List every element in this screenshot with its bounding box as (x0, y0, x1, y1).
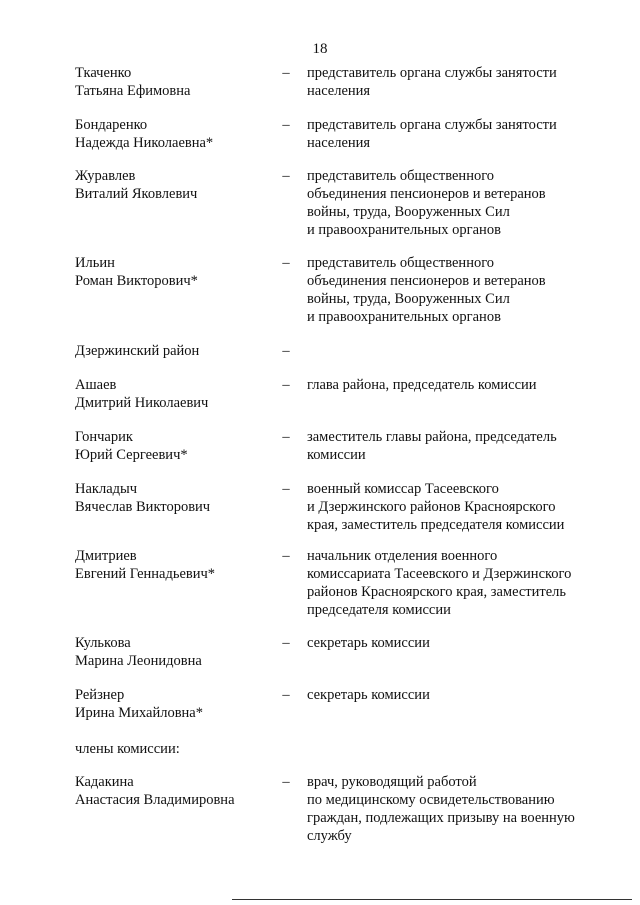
surname: Ткаченко (75, 65, 132, 81)
member-role (307, 686, 607, 704)
role-line: представитель общественного (307, 255, 495, 271)
given-names: Роман Викторович* (75, 273, 198, 289)
member-role (307, 480, 607, 534)
role-line: и правоохранительных органов (307, 222, 501, 238)
given-names: Вячеслав Викторович (75, 499, 211, 515)
member-name (75, 480, 275, 516)
role-line: секретарь комиссии (307, 687, 430, 703)
given-names: Татьяна Ефимовна (75, 83, 191, 99)
member-name (75, 428, 275, 464)
member-role (307, 64, 607, 100)
dash-separator: – (282, 635, 290, 651)
given-names: Анастасия Владимировна (75, 792, 235, 808)
role-line: объединения пенсионеров и ветеранов (307, 186, 546, 202)
role-line: представитель органа службы занятости (307, 65, 557, 81)
dash-separator: – (282, 255, 290, 271)
role-line: комиссариата Тасеевского и Дзержинского (307, 566, 572, 582)
surname: Дмитриев (75, 548, 137, 564)
surname: Рейзнер (75, 687, 125, 703)
role-line: начальник отделения военного (307, 548, 498, 564)
given-names: Виталий Яковлевич (75, 186, 198, 202)
dash-separator: – (282, 117, 290, 133)
role-line: районов Красноярского края, заместитель (307, 584, 567, 600)
role-line: комиссии (307, 447, 366, 463)
role-line: заместитель главы района, председатель (307, 429, 557, 445)
member-role (307, 116, 607, 152)
given-names: Надежда Николаевна* (75, 135, 214, 151)
role-line: представитель органа службы занятости (307, 117, 557, 133)
role-line: граждан, подлежащих призыву на военную (307, 810, 575, 826)
member-name (75, 64, 275, 100)
member-role (307, 376, 607, 394)
role-line: и правоохранительных органов (307, 309, 501, 325)
member-name (75, 547, 275, 583)
given-names: Евгений Геннадьевич* (75, 566, 216, 582)
role-line: войны, труда, Вооруженных Сил (307, 291, 510, 307)
role-line: населения (307, 135, 371, 151)
role-line: секретарь комиссии (307, 635, 430, 651)
member-name (75, 167, 275, 203)
bottom-rule (232, 899, 632, 900)
dash-separator: – (282, 429, 290, 445)
member-name (75, 254, 275, 290)
members-section-label: члены комиссии: (75, 741, 180, 757)
role-line: представитель общественного (307, 168, 495, 184)
given-names: Ирина Михайловна* (75, 705, 203, 721)
member-role (307, 428, 607, 464)
district-title: Дзержинский район (75, 343, 200, 359)
surname: Ашаев (75, 377, 117, 393)
given-names: Марина Леонидовна (75, 653, 202, 669)
given-names: Юрий Сергеевич* (75, 447, 188, 463)
role-line: службу (307, 828, 352, 844)
dash-separator: – (282, 65, 290, 81)
role-line: войны, труда, Вооруженных Сил (307, 204, 510, 220)
role-line: военный комиссар Тасеевского (307, 481, 499, 497)
surname: Журавлев (75, 168, 136, 184)
role-line: объединения пенсионеров и ветеранов (307, 273, 546, 289)
surname: Кадакина (75, 774, 134, 790)
member-role (307, 254, 607, 326)
role-line: по медицинскому освидетельствованию (307, 792, 555, 808)
member-role (307, 773, 607, 845)
member-role (307, 547, 607, 619)
member-name (75, 376, 275, 412)
dash-separator: – (282, 481, 290, 497)
role-line: и Дзержинского районов Красноярского (307, 499, 556, 515)
member-role (307, 167, 607, 239)
member-name (75, 634, 275, 670)
member-name (75, 116, 275, 152)
given-names: Дмитрий Николаевич (75, 395, 209, 411)
surname: Гончарик (75, 429, 133, 445)
surname: Ильин (75, 255, 115, 271)
member-role (307, 634, 607, 652)
dash-separator: – (282, 548, 290, 564)
surname: Бондаренко (75, 117, 148, 133)
dash-separator: – (282, 343, 290, 359)
role-line: врач, руководящий работой (307, 774, 477, 790)
surname: Кулькова (75, 635, 131, 651)
role-line: глава района, председатель комиссии (307, 377, 537, 393)
dash-separator: – (282, 687, 290, 703)
member-name (75, 686, 275, 722)
role-line: населения (307, 83, 371, 99)
dash-separator: – (282, 377, 290, 393)
role-line: края, заместитель председателя комиссии (307, 517, 565, 533)
dash-separator: – (282, 168, 290, 184)
page-number: 18 (312, 41, 328, 57)
member-name (75, 773, 275, 809)
surname: Накладыч (75, 481, 138, 497)
district-name (75, 342, 275, 360)
role-line: председателя комиссии (307, 602, 451, 618)
dash-separator: – (282, 774, 290, 790)
